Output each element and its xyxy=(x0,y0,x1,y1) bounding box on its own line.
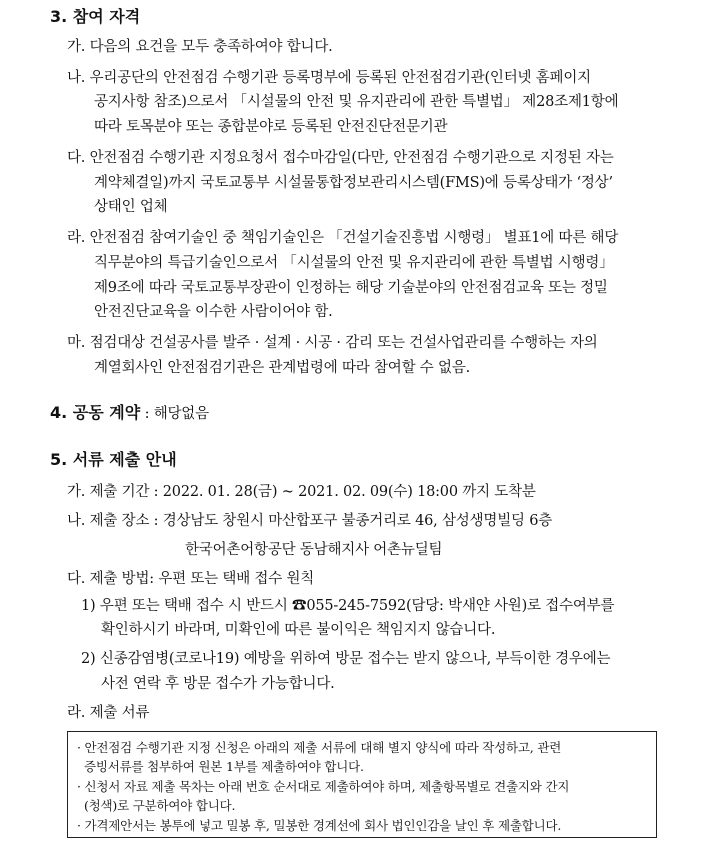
note-1-line2: 증빙서류를 첨부하여 원본 1부를 제출하여야 합니다. xyxy=(84,759,364,774)
requirement-na-line1: 나. 우리공단의 안전점검 수행기관 등록명부에 등록된 안전점검기관(인터넷 홈페이지 xyxy=(67,70,591,86)
requirement-na-line2: 공지사항 참조)으로서 「시설물의 안전 및 유지관리에 관한 특별법」 제28조제1항에 xyxy=(94,94,619,110)
method-item-1-line1: 1) 우편 또는 택배 접수 시 반드시 ☎055-245-7592(담당: 박새얀 사원)로 접수여부를 xyxy=(81,598,615,614)
requirement-na-line3: 따라 토목분야 또는 종합분야로 등록된 안전진단전문기관 xyxy=(94,119,448,135)
note-1-line1: · 안전점검 수행기관 지정 신청은 아래의 제출 서류에 대해 별지 양식에 따라 작성하고, 관련 xyxy=(77,740,562,755)
requirement-ra-line1: 라. 안전점검 참여기술인 중 책임기술인은 「건설기술진흥법 시행령」 별표1에 따른 해당 xyxy=(67,230,619,246)
section-4-value: : 해당없음 xyxy=(140,406,209,422)
method-item-1-line2: 확인하시기 바라며, 미확인에 따른 불이익은 책임지지 않습니다. xyxy=(101,622,496,638)
note-2-line1: · 신청서 자료 제출 목차는 아래 번호 순서대로 제출하여야 하며, 제출항목별로 견출지와 간지 xyxy=(77,779,570,794)
submission-period: 가. 제출 기간 : 2022. 01. 28(금) ~ 2021. 02. 09(수) 18:00 까지 도착분 xyxy=(67,484,536,500)
requirement-ra-line3: 제9조에 따라 국토교통부장관이 인정하는 해당 기술분야의 안전점검교육 또는 정밀 xyxy=(94,280,608,296)
note-2-line2: (청색)로 구분하여야 합니다. xyxy=(84,798,236,813)
submission-method: 다. 제출 방법: 우편 또는 택배 접수 원칙 xyxy=(67,571,315,587)
notes-box xyxy=(67,731,657,838)
section-4 xyxy=(50,405,209,422)
requirement-da-line3: 상태인 업체 xyxy=(94,199,168,215)
requirement-ra-line2: 직무분야의 특급기술인으로서 「시설물의 안전 및 유지관리에 관한 특별법 시행령」 xyxy=(94,255,614,271)
method-item-2-line2: 사전 연락 후 방문 접수가 가능합니다. xyxy=(101,676,335,692)
requirement-da-line2: 계약체결일)까지 국토교통부 시설물통합정보관리시스템(FMS)에 등록상태가 ‘정상’ xyxy=(94,175,613,191)
requirement-ra-line4: 안전진단교육을 이수한 사람이어야 함. xyxy=(94,304,333,320)
requirement-ma-line2: 계열회사인 안전점검기관은 관계법령에 따라 참여할 수 없음. xyxy=(94,360,471,376)
requirement-ga: 가. 다음의 요건을 모두 충족하여야 합니다. xyxy=(67,39,333,55)
note-3: · 가격제안서는 봉투에 넣고 밀봉 후, 밀봉한 경계선에 회사 법인인감을 날인 후 제출합니다. xyxy=(77,818,562,833)
section-5-title: 5. 서류 제출 안내 xyxy=(50,450,177,469)
requirement-da-line1: 다. 안전점검 수행기관 지정요청서 접수마감일(다만, 안전점검 수행기관으로 지정된 자는 xyxy=(67,150,614,166)
submission-docs-title: 라. 제출 서류 xyxy=(67,705,150,721)
submission-place: 나. 제출 장소 : 경상남도 창원시 마산합포구 불종거리로 46, 삼성생명빌딩 6층 xyxy=(67,513,553,529)
section-4-title: 4. 공동 계약 xyxy=(50,403,141,422)
method-item-2-line1: 2) 신종감염병(코로나19) 예방을 위하여 방문 접수는 받지 않으나, 부득이한 경우에는 xyxy=(81,651,611,667)
submission-place-team: 한국어촌어항공단 동남해지사 어촌뉴딜팀 xyxy=(185,542,443,558)
section-3-title: 3. 참여 자격 xyxy=(50,7,141,26)
requirement-ma-line1: 마. 점검대상 건설공사를 발주 · 설계 · 시공 · 감리 또는 건설사업관리를 수행하는 자의 xyxy=(67,335,598,351)
